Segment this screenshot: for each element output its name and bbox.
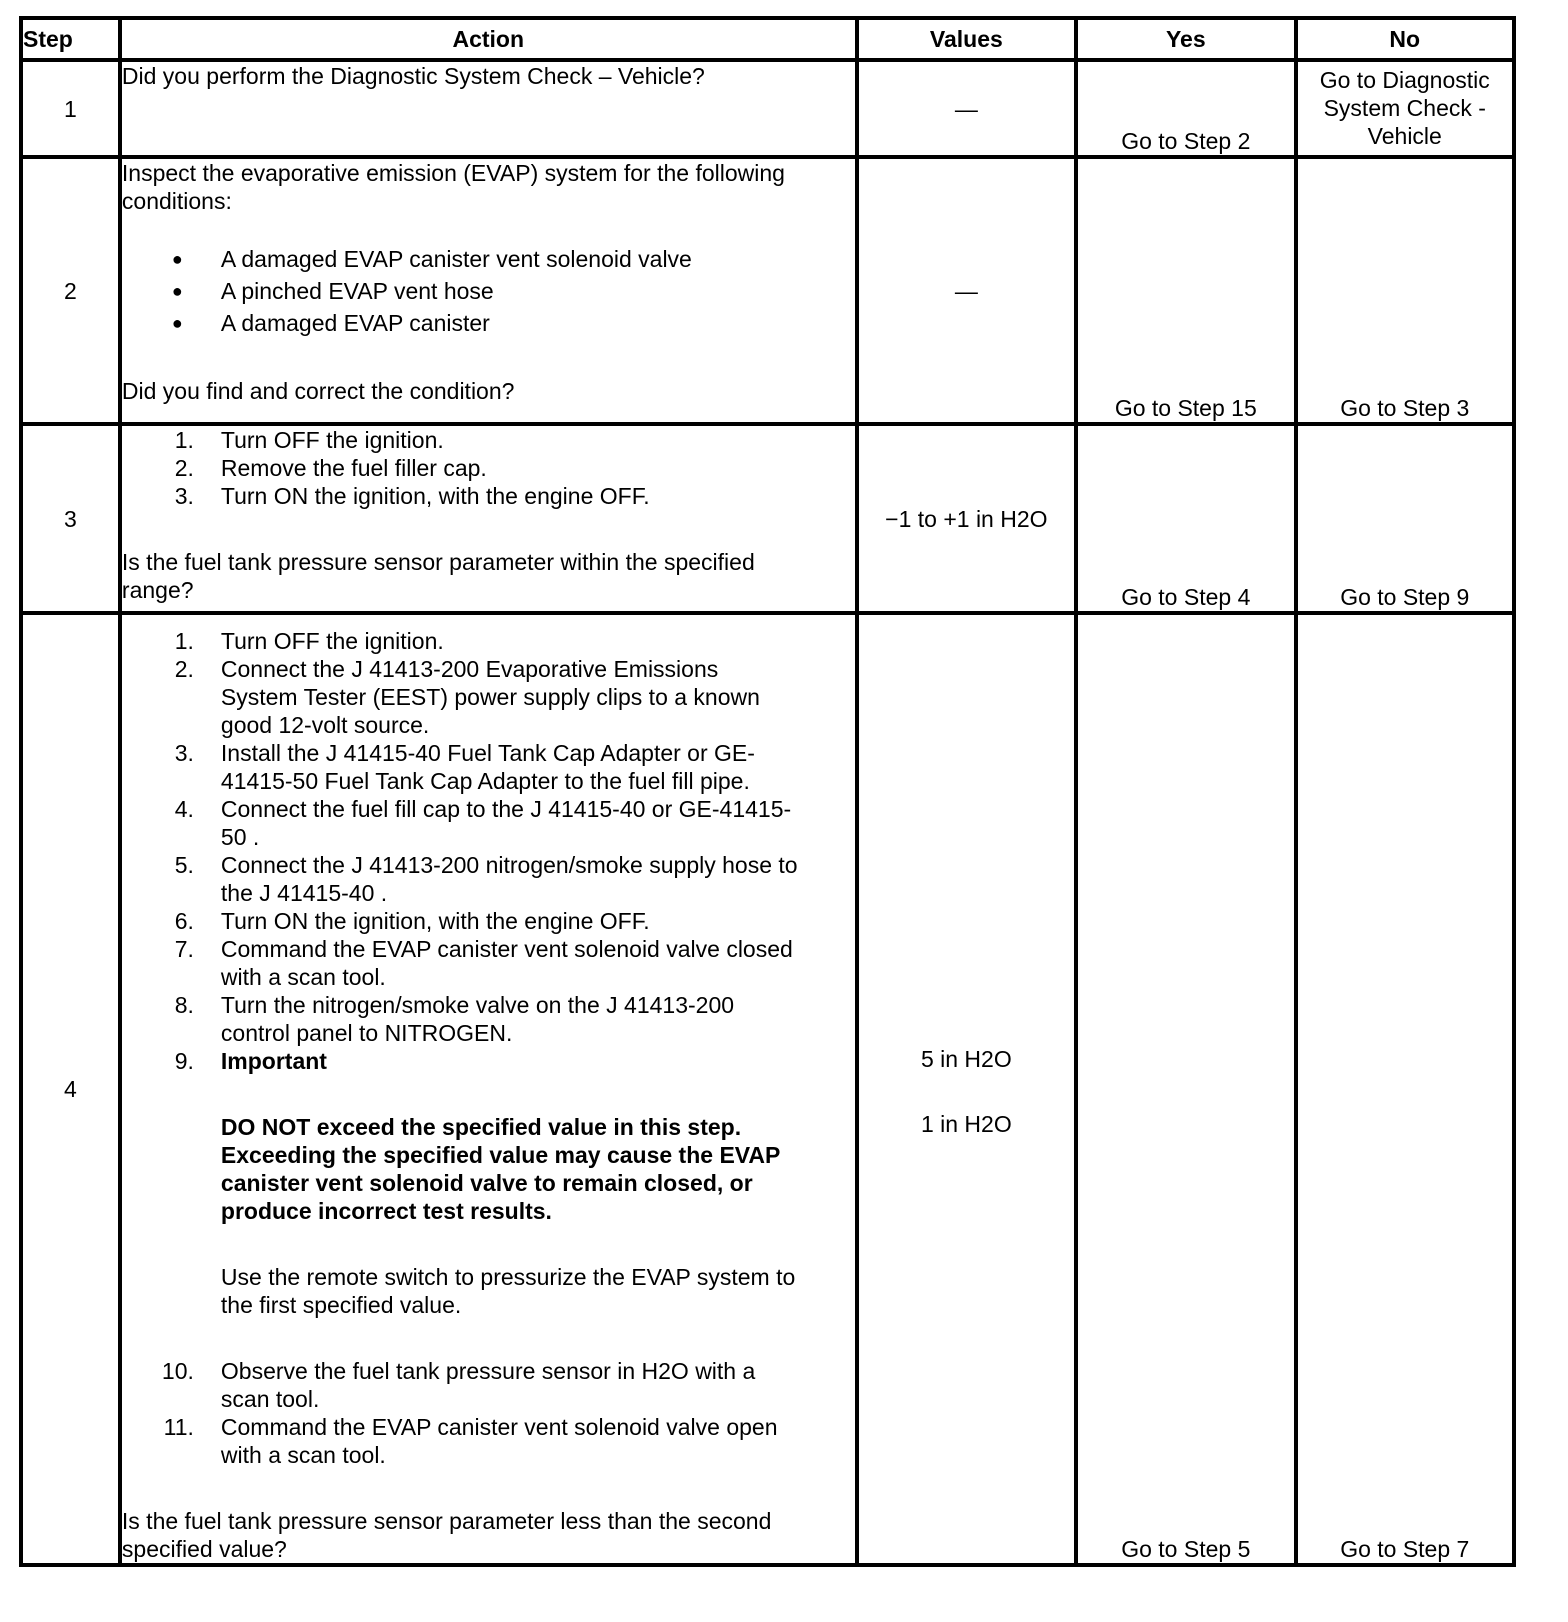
item-text: Turn ON the ignition, with the engine OFF. bbox=[220, 908, 650, 934]
list-item bbox=[122, 1047, 855, 1319]
yes-link: Go to Step 4 bbox=[1121, 584, 1251, 610]
value-text: 1 in H2O bbox=[920, 1111, 1012, 1137]
list-item bbox=[122, 627, 855, 655]
item-text: Turn OFF the ignition. bbox=[220, 427, 444, 453]
list-item bbox=[122, 482, 855, 510]
procedure-list bbox=[122, 426, 855, 510]
item-number: 3. bbox=[174, 740, 194, 766]
item-text: Command the EVAP canister vent solenoid valve open bbox=[220, 1414, 778, 1440]
list-item: ● A pinched EVAP vent hose bbox=[122, 275, 855, 307]
item-text: with a scan tool. bbox=[220, 964, 386, 990]
item-number: 10. bbox=[161, 1358, 194, 1384]
step-number: 2 bbox=[21, 157, 120, 424]
table-row bbox=[21, 424, 1514, 613]
value-cell bbox=[857, 157, 1076, 424]
step-number: 1 bbox=[21, 60, 120, 157]
intro-line: conditions: bbox=[121, 188, 232, 214]
step-number: 4 bbox=[21, 613, 120, 1565]
item-number: 7. bbox=[174, 936, 194, 962]
list-item: ● A damaged EVAP canister bbox=[122, 307, 855, 339]
item-text: Command the EVAP canister vent solenoid valve closed bbox=[220, 936, 793, 962]
no-link: Go to Step 3 bbox=[1340, 395, 1470, 421]
yes-header: Yes bbox=[1076, 18, 1295, 60]
value-text: — bbox=[954, 95, 978, 122]
item-text: Remove the fuel filler cap. bbox=[220, 455, 487, 481]
table-row bbox=[21, 157, 1514, 424]
list-item bbox=[122, 935, 855, 991]
no-link-line: System Check - bbox=[1323, 95, 1486, 121]
item-text: control panel to NITROGEN. bbox=[220, 1020, 513, 1046]
item-text: scan tool. bbox=[220, 1386, 320, 1412]
yes-cell bbox=[1076, 157, 1295, 424]
item-number: 9. bbox=[174, 1048, 194, 1074]
no-link-line: Vehicle bbox=[1367, 123, 1442, 149]
no-cell bbox=[1296, 157, 1514, 424]
instruction-line: Use the remote switch to pressurize the EVAP system to bbox=[220, 1264, 796, 1290]
action-cell bbox=[120, 613, 857, 1565]
yes-link: Go to Step 2 bbox=[1121, 128, 1251, 154]
item-number: 2. bbox=[174, 455, 194, 481]
item-number: 4. bbox=[174, 796, 194, 822]
yes-link: Go to Step 5 bbox=[1121, 1536, 1251, 1562]
instruction-line: the first specified value. bbox=[220, 1292, 462, 1318]
item-text: Connect the J 41413-200 nitrogen/smoke supply hose to bbox=[220, 852, 798, 878]
warning-line: canister vent solenoid valve to remain closed, or bbox=[220, 1170, 753, 1196]
item-text: 50 . bbox=[220, 824, 260, 850]
important-label: Important bbox=[220, 1048, 327, 1074]
no-header: No bbox=[1296, 18, 1514, 60]
item-number: 1. bbox=[174, 628, 194, 654]
item-text: Connect the fuel fill cap to the J 41415-40 or GE-41415- bbox=[220, 796, 792, 822]
header-row bbox=[21, 18, 1514, 60]
item-text: the J 41415-40 . bbox=[220, 880, 388, 906]
list-item bbox=[122, 655, 855, 739]
step-number: 3 bbox=[21, 424, 120, 613]
list-item bbox=[122, 851, 855, 907]
value-text: — bbox=[954, 277, 978, 304]
yes-cell bbox=[1076, 60, 1295, 157]
value-cell bbox=[857, 60, 1076, 157]
list-item bbox=[122, 1413, 855, 1469]
diagnostic-table bbox=[19, 16, 1516, 1567]
item-number: 6. bbox=[174, 908, 194, 934]
no-cell bbox=[1296, 613, 1514, 1565]
warning-line: Exceeding the specified value may cause the EVAP bbox=[220, 1142, 781, 1168]
question-line: Is the fuel tank pressure sensor parameter within the specified bbox=[121, 549, 755, 575]
yes-cell bbox=[1076, 613, 1295, 1565]
question-line: specified value? bbox=[121, 1536, 287, 1562]
warning-line: produce incorrect test results. bbox=[220, 1198, 552, 1224]
table-row bbox=[21, 613, 1514, 1565]
list-item bbox=[122, 795, 855, 851]
item-number: 3. bbox=[174, 483, 194, 509]
value-cell bbox=[857, 424, 1076, 613]
item-text: Turn OFF the ignition. bbox=[220, 628, 444, 654]
item-text: Turn ON the ignition, with the engine OFF. bbox=[220, 483, 650, 509]
item-number: 8. bbox=[174, 992, 194, 1018]
action-cell bbox=[120, 424, 857, 613]
list-item bbox=[122, 739, 855, 795]
question-line: range? bbox=[121, 577, 194, 603]
item-text: 41415-50 Fuel Tank Cap Adapter to the fuel fill pipe. bbox=[220, 768, 750, 794]
list-item bbox=[122, 454, 855, 482]
list-item bbox=[122, 426, 855, 454]
list-item bbox=[122, 907, 855, 935]
action-header: Action bbox=[120, 18, 857, 60]
no-cell bbox=[1296, 424, 1514, 613]
no-link: Go to Step 9 bbox=[1340, 584, 1470, 610]
value-text: −1 to +1 in H2O bbox=[885, 505, 1048, 532]
value-cell bbox=[857, 613, 1076, 1565]
item-text: Observe the fuel tank pressure sensor in H2O with a bbox=[220, 1358, 756, 1384]
item-text: Connect the J 41413-200 Evaporative Emissions bbox=[220, 656, 719, 682]
list-item bbox=[122, 1357, 855, 1413]
item-number: 5. bbox=[174, 852, 194, 878]
item-number: 2. bbox=[174, 656, 194, 682]
item-number: 1. bbox=[174, 427, 194, 453]
question-text: Did you find and correct the condition? bbox=[121, 378, 515, 404]
procedure-list bbox=[122, 627, 855, 1469]
no-cell bbox=[1296, 60, 1514, 157]
list-item bbox=[122, 991, 855, 1047]
value-text: 5 in H2O bbox=[920, 1046, 1012, 1072]
item-number: 11. bbox=[163, 1414, 194, 1440]
step-header: Step bbox=[21, 18, 120, 60]
item-text: Install the J 41415-40 Fuel Tank Cap Adapter or GE- bbox=[220, 740, 755, 766]
condition-list bbox=[122, 243, 855, 339]
list-item: ● A damaged EVAP canister vent solenoid valve bbox=[122, 243, 855, 275]
yes-link: Go to Step 15 bbox=[1114, 395, 1257, 421]
action-cell bbox=[120, 60, 857, 157]
table-row bbox=[21, 60, 1514, 157]
item-text: System Tester (EEST) power supply clips to a known bbox=[220, 684, 760, 710]
values-header: Values bbox=[857, 18, 1076, 60]
question-line: Is the fuel tank pressure sensor parameter less than the second bbox=[121, 1508, 772, 1534]
intro-line: Inspect the evaporative emission (EVAP) system for the following bbox=[121, 160, 785, 186]
item-text: with a scan tool. bbox=[220, 1442, 386, 1468]
item-text: Turn the nitrogen/smoke valve on the J 41413-200 bbox=[220, 992, 735, 1018]
no-link: Go to Step 7 bbox=[1340, 1536, 1470, 1562]
no-link-line: Go to Diagnostic bbox=[1319, 67, 1490, 93]
item-text: good 12-volt source. bbox=[220, 712, 430, 738]
warning-line: DO NOT exceed the specified value in this step. bbox=[220, 1114, 742, 1140]
question-text: Did you perform the Diagnostic System Check – Vehicle? bbox=[121, 63, 705, 89]
yes-cell bbox=[1076, 424, 1295, 613]
action-cell bbox=[120, 157, 857, 424]
